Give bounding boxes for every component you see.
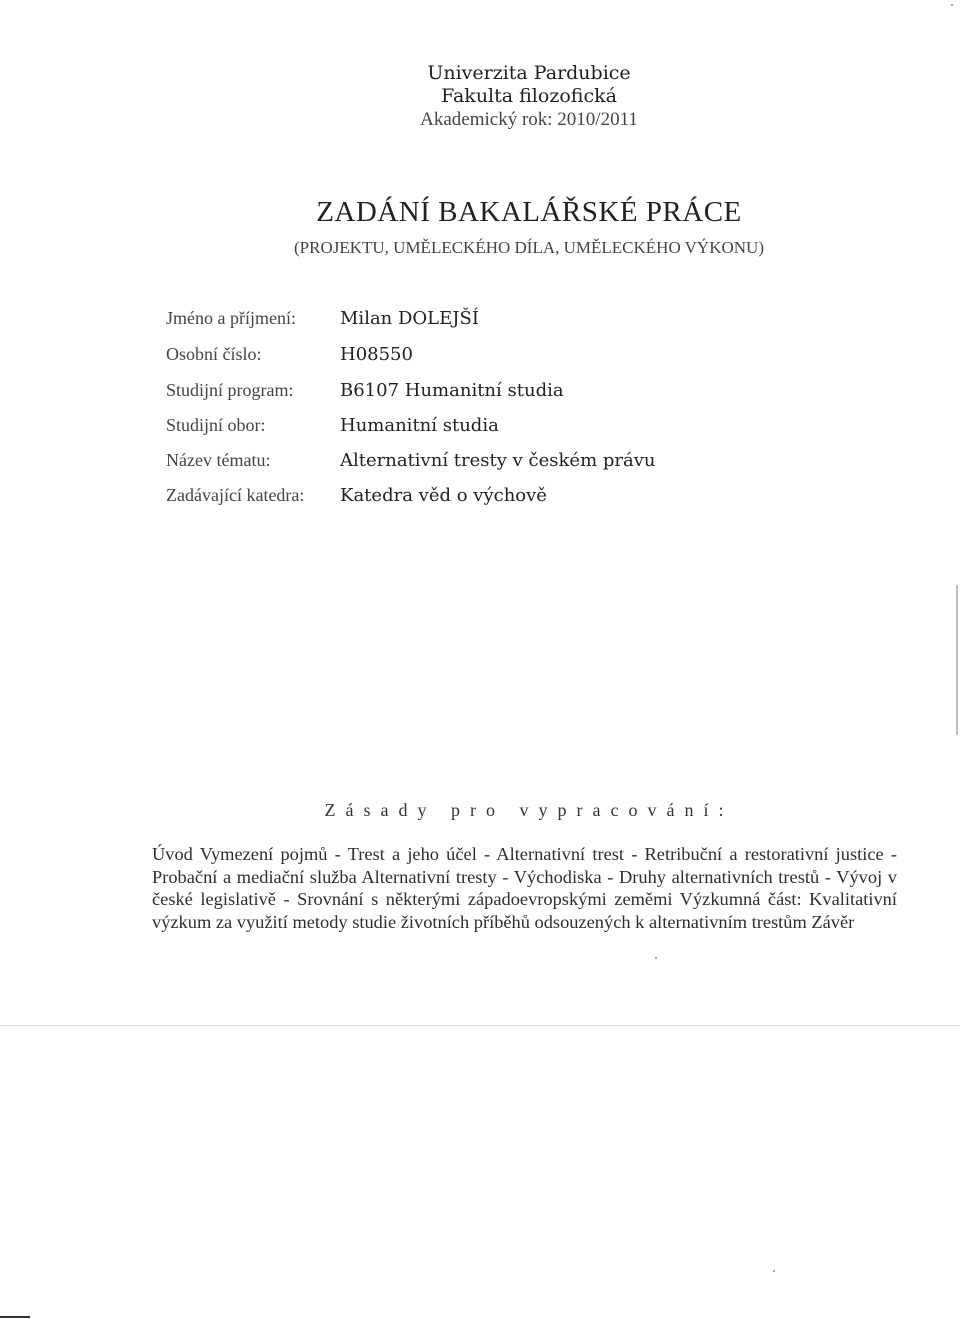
field-label-personal-number: Osobní číslo: bbox=[166, 344, 262, 364]
faculty-name: Fakulta filozofická bbox=[441, 85, 617, 107]
field-value-department: Katedra věd o výchově bbox=[340, 485, 547, 506]
field-label-study-field: Studijní obor: bbox=[166, 415, 266, 435]
field-value-personal-number: H08550 bbox=[340, 344, 413, 365]
guidelines-text: Úvod Vymezení pojmů - Trest a jeho účel - Alternativní trest - Retribuční a restorativní justice - Probační a mediační služba Alternativní tresty - Východiska - Druhy alternativních trestů - Vývoj v české legislativě - Srovnání s některými západoevropskými zeměmi Výzkumná část: Kvalitativní výzkum za využití metody studie životních příběhů odsouzených k alternativním trestům Závěr bbox=[152, 844, 897, 932]
field-row-study-field bbox=[0, 415, 800, 441]
guidelines-heading: Zásady pro vypracování: bbox=[324, 800, 734, 820]
field-row-personal-number bbox=[0, 344, 800, 370]
field-value-study-field: Humanitní studia bbox=[340, 415, 499, 436]
field-row-study-program bbox=[0, 380, 800, 406]
scan-speck bbox=[951, 4, 953, 6]
field-value-study-program: B6107 Humanitní studia bbox=[340, 380, 564, 401]
scan-fold-line bbox=[0, 1025, 960, 1026]
university-name: Univerzita Pardubice bbox=[427, 62, 631, 84]
field-value-topic: Alternativní tresty v českém právu bbox=[340, 450, 656, 471]
document-subtitle: (PROJEKTU, UMĚLECKÉHO DÍLA, UMĚLECKÉHO VÝKONU) bbox=[294, 238, 764, 257]
scan-edge-right bbox=[956, 585, 958, 735]
field-value-name: Milan DOLEJŠÍ bbox=[340, 308, 479, 329]
field-label-name: Jméno a příjmení: bbox=[166, 308, 296, 328]
field-label-study-program: Studijní program: bbox=[166, 380, 294, 400]
field-row-topic bbox=[0, 450, 800, 476]
field-row-name bbox=[0, 308, 800, 334]
document-header bbox=[0, 62, 960, 131]
scan-speck bbox=[655, 957, 657, 959]
field-label-department: Zadávající katedra: bbox=[166, 485, 305, 505]
field-label-topic: Název tématu: bbox=[166, 450, 271, 470]
scan-speck bbox=[773, 1270, 775, 1272]
academic-year: Akademický rok: 2010/2011 bbox=[420, 109, 638, 130]
field-row-department bbox=[0, 485, 800, 511]
scan-edge-bottom bbox=[0, 1316, 30, 1318]
document-title: ZADÁNÍ BAKALÁŘSKÉ PRÁCE bbox=[316, 196, 742, 228]
